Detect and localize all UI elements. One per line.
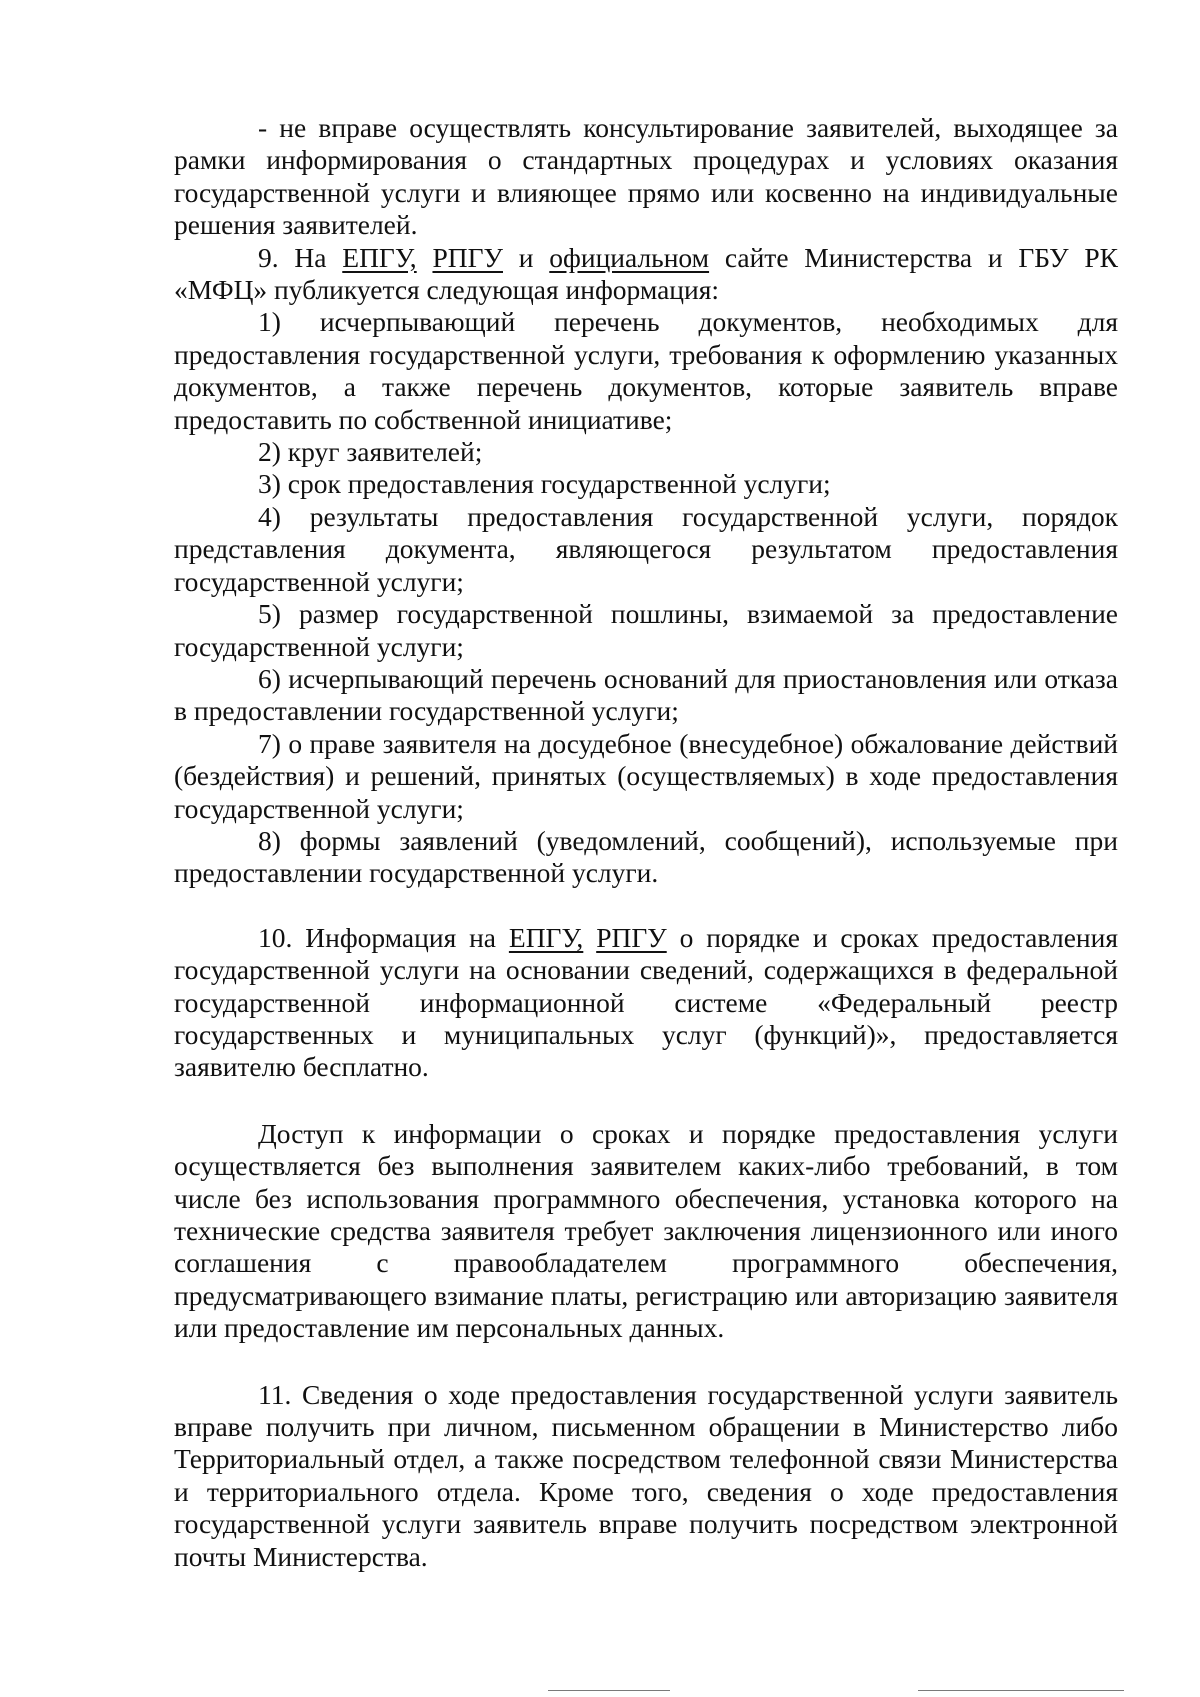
document-body xyxy=(174,112,1118,1573)
paragraph-9-number: 9. xyxy=(258,241,279,273)
paragraph-10: 10. Информация на ЕПГУ, РПГУ о порядке и сроках предоставления государственной услуги на основании сведений, содержащихся в федеральной государственной информационной системе «Федеральный реестр государственных и муниципальных услуг (функций)», предоставляется заявителю бесплатно. xyxy=(174,921,1119,1083)
paragraph-access: Доступ к информации о сроках и порядке предоставления услуги осуществляется без выполнения заявителем каких-либо требований, в том числе без использования программного обеспечения, установка которого на технические средства заявителя требует заключения лицензионного или иного соглашения с правообладателем программного обеспечения, предусматривающего взимание платы, регистрацию или авторизацию заявителя или предоставление им персональных данных. xyxy=(174,1117,1118,1344)
paragraph-consultation-restriction: - не вправе осуществлять консультирование заявителей, выходящее за рамки информирования о стандартных процедурах и условиях оказания государственной услуги и влияющее прямо или косвенно на индивидуальные решения заявителей. xyxy=(174,112,1118,241)
list-item-7: 7) о праве заявителя на досудебное (внесудебное) обжалование действий (бездействия) и решений, принятых (осуществляемых) в ходе предоставления государственной услуги; xyxy=(174,727,1118,824)
link-official-site[interactable]: официальном xyxy=(549,241,710,273)
list-item-4: 4) результаты предоставления государственной услуги, порядок представления документа, являющегося результатом предоставления государственной услуги; xyxy=(174,500,1118,597)
footer-rule-left xyxy=(548,1690,670,1691)
list-item-1: 1) исчерпывающий перечень документов, необходимых для предоставления государственной услуги, требования к оформлению указанных документов, а также перечень документов, которые заявитель вправе предоставить по собственной инициативе; xyxy=(174,306,1118,435)
link-rpgu[interactable]: РПГУ xyxy=(432,241,503,273)
paragraph-9: 9. На ЕПГУ, РПГУ и официальном сайте Министерства и ГБУ РК «МФЦ» публикуется следующая информация: xyxy=(174,241,1119,306)
list-item-8: 8) формы заявлений (уведомлений, сообщений), используемые при предоставлении государственной услуги. xyxy=(174,824,1118,889)
list-item-6: 6) исчерпывающий перечень оснований для приостановления или отказа в предоставлении государственной услуги; xyxy=(174,662,1118,727)
list-item-5: 5) размер государственной пошлины, взимаемой за предоставление государственной услуги; xyxy=(174,598,1118,662)
footer-rule-right xyxy=(918,1690,1124,1691)
link-epgu[interactable]: ЕПГУ, xyxy=(342,241,417,273)
link-epgu[interactable]: ЕПГУ, xyxy=(508,921,584,953)
list-item-3: 3) срок предоставления государственной услуги; xyxy=(258,468,831,500)
paragraph-11: 11. Сведения о ходе предоставления государственной услуги заявитель вправе получить при личном, письменном обращении в Министерство либо Территориальный отдел, а также посредством телефонной связи Министерства и территориального отдела. Кроме того, сведения о ходе предоставления государственной услуги заявитель вправе получить посредством электронной почты Министерства. xyxy=(174,1378,1118,1572)
list-item-2: 2) круг заявителей; xyxy=(258,436,483,468)
link-rpgu[interactable]: РПГУ xyxy=(596,921,667,953)
